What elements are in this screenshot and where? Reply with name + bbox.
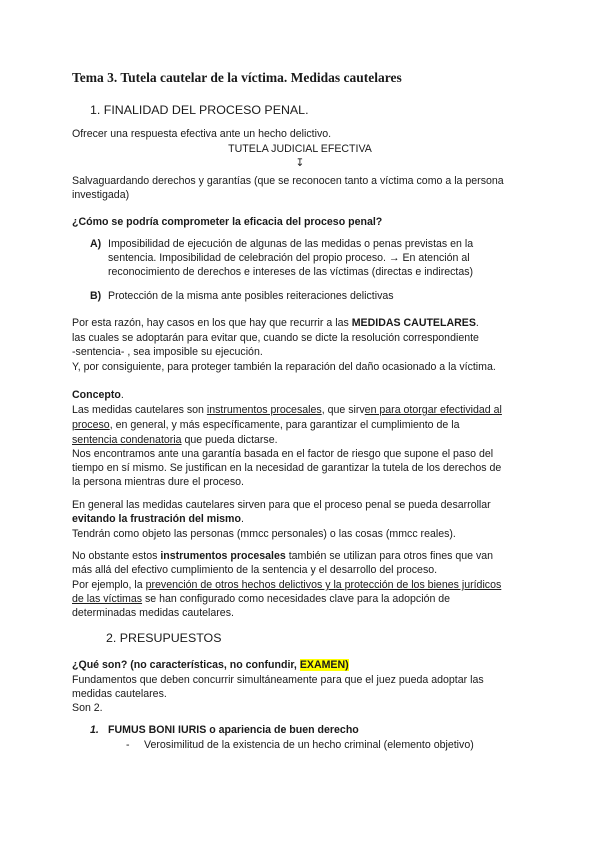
question-que-son: ¿Qué son? (no características, no confundir, EXAMEN): [72, 659, 349, 671]
paragraph-razon-line1: Por esta razón, hay casos en los que hay que recurrir a las MEDIDAS CAUTELARES.: [72, 317, 479, 329]
noobstante-line1: No obstante estos instrumentos procesales también se utilizan para otros fines que van: [72, 550, 494, 562]
examen-highlight: EXAMEN): [299, 659, 349, 671]
sub-item-verosimilitud: Verosimilitud de la existencia de un hecho criminal (elemento objetivo): [144, 739, 474, 751]
general-line1: En general las medidas cautelares sirven para que el proceso penal se pueda desarrollar: [72, 499, 491, 511]
fumus-boni-iuris-heading: FUMUS BONI IURIS o apariencia de buen derecho: [108, 724, 359, 736]
noobstante-line4: de las víctimas se han configurado como necesidades clave para la adopción de: [72, 593, 451, 605]
page-title: Tema 3. Tutela cautelar de la víctima. Medidas cautelares: [72, 70, 402, 85]
presupuestos-line3: Son 2.: [72, 702, 103, 714]
list-item-a-line3: reconocimiento de derechos e intereses de las víctimas (directas e indirectas): [108, 266, 474, 278]
paragraph-salvaguardando-cont: investigada): [72, 189, 130, 201]
bullet-dash: -: [126, 739, 130, 751]
general-line2: evitando la frustración del mismo.: [72, 513, 244, 525]
concepto-line5: tiempo en sí mismo. Se justifican en la necesidad de garantizar la tutela de los derechos de: [72, 462, 502, 474]
noobstante-line3: Por ejemplo, la prevención de otros hechos delictivos y la protección de los bienes jurídicos: [72, 579, 502, 591]
concepto-line3: sentencia condenatoria que pueda dictarse.: [72, 434, 278, 446]
noobstante-line5: determinadas medidas cautelares.: [72, 607, 234, 619]
general-line3: Tendrán como objeto las personas (mmcc personales) o las cosas (mmcc reales).: [72, 528, 456, 540]
presupuestos-line1: Fundamentos que deben concurrir simultáneamente para que el juez pueda adoptar las: [72, 674, 484, 686]
section-heading-presupuestos: 2. PRESUPUESTOS: [106, 631, 222, 645]
section-heading-finalidad: 1. FINALIDAD DEL PROCESO PENAL.: [90, 103, 309, 117]
concepto-line6: la persona mientras dure el proceso.: [72, 476, 244, 488]
paragraph-razon-line2: las cuales se adoptarán para evitar que, cuando se dicte la resolución correspondiente: [72, 332, 479, 344]
medidas-cautelares-emphasis: MEDIDAS CAUTELARES: [351, 317, 476, 329]
concepto-heading: Concepto.: [72, 389, 124, 401]
numbered-marker-1: 1.: [90, 724, 99, 736]
concepto-line4: Nos encontramos ante una garantía basada en el factor de riesgo que supone el paso del: [72, 448, 494, 460]
list-marker-b: B): [90, 290, 102, 302]
list-marker-a: A): [90, 238, 102, 250]
paragraph-razon-line3: -sentencia- , sea imposible su ejecución.: [72, 346, 263, 358]
question-eficacia: ¿Cómo se podría comprometer la eficacia del proceso penal?: [72, 216, 383, 228]
paragraph-razon-line4: Y, por consiguiente, para proteger también la reparación del daño ocasionado a la víctima.: [72, 361, 496, 373]
tutela-line: TUTELA JUDICIAL EFECTIVA: [228, 143, 372, 155]
presupuestos-line2: medidas cautelares.: [72, 688, 167, 700]
paragraph-salvaguardando: Salvaguardando derechos y garantías (que se reconocen tanto a víctima como a la persona: [72, 175, 504, 187]
concepto-line2: proceso, en general, y más específicamente, para garantizar el cumplimiento de la: [72, 419, 460, 431]
list-item-a-line1: Imposibilidad de ejecución de algunas de las medidas o penas previstas en la: [108, 238, 474, 250]
concepto-line1: Las medidas cautelares son instrumentos procesales, que sirven para otorgar efectividad al: [72, 404, 502, 416]
list-item-b-line1: Protección de la misma ante posibles reiteraciones delictivas: [108, 290, 394, 302]
list-item-a-line2: sentencia. Imposibilidad de celebración del propio proceso. → En atención al: [108, 252, 470, 264]
paragraph-intro: Ofrecer una respuesta efectiva ante un hecho delictivo.: [72, 128, 332, 140]
down-arrow-icon: ↧: [295, 157, 305, 169]
noobstante-line2: más allá del efectivo cumplimiento de la sentencia y el desarrollo del proceso.: [72, 564, 438, 576]
